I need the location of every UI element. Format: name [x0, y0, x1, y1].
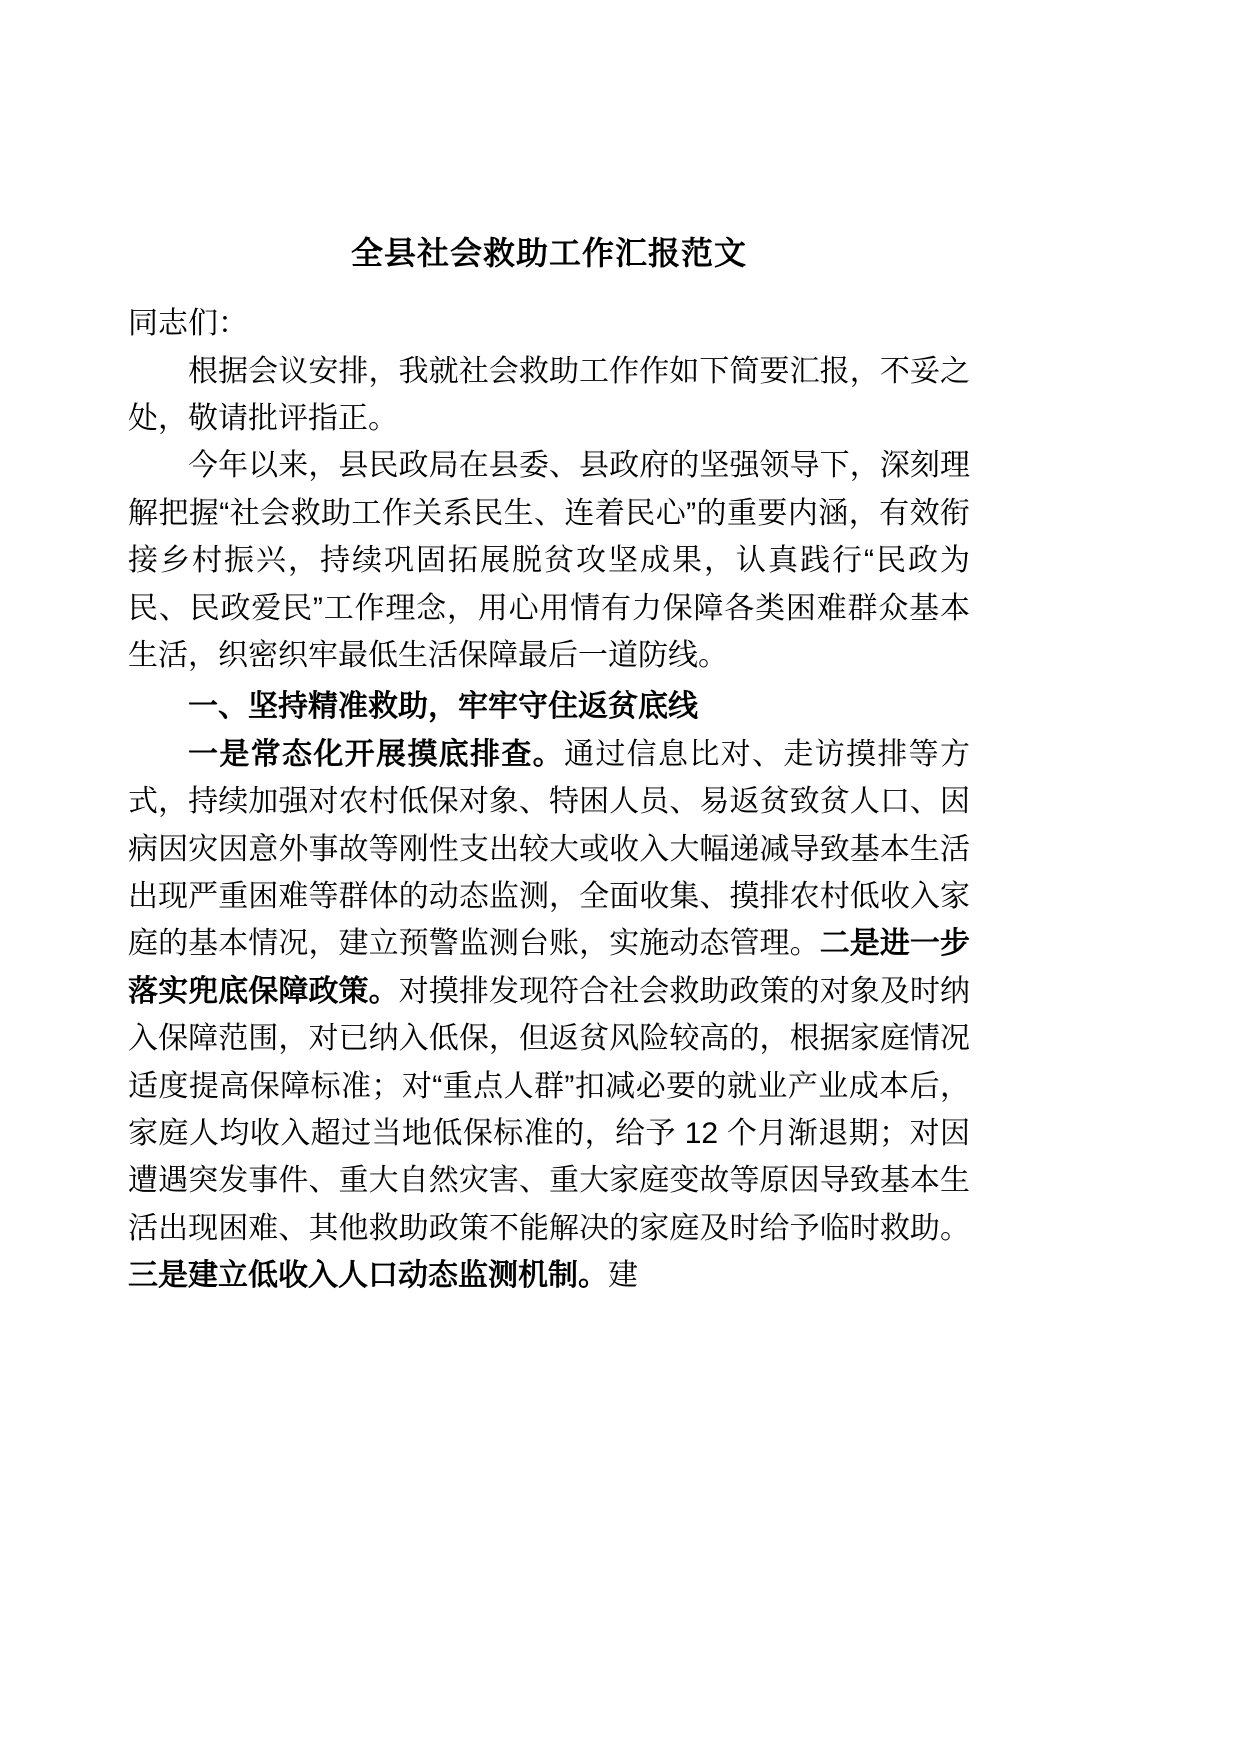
salutation: 同志们：	[128, 307, 248, 341]
paragraph-background: 今年以来，县民政局在县委、县政府的坚强领导下，深刻理解把握“社会救助工作关系民生、连着民心”的重要内涵，有效衔接乡村振兴，持续巩固拓展脱贫攻坚成果，认真践行“民政为民、民政爱民”工作理念，用心用情有力保障各类困难群众基本生活，织密织牢最低生活保障最后一道防线。	[128, 449, 970, 673]
section-body-paragraph	[128, 731, 970, 1300]
lead-in-three: 三是建立低收入人口动态监测机制。	[128, 1259, 608, 1293]
body-text-two: 对摸排发现符合社会救助政策的对象及时纳入保障范围，对已纳入低保，但返贫风险较高的，根据家庭情况适度提高保障标准；对“重点人群”扣减必要的就业产业成本后，家庭人均收入超过当地低保标准的，给予 12 个月渐退期；对因遭遇突发事件、重大自然灾害、重大家庭变故等原因导致基本生活出现困难、其他救助政策不能解决的家庭及时给予临时救助。	[128, 974, 971, 1245]
page-title: 全县社会救助工作汇报范文	[350, 235, 747, 271]
lead-in-two: 二是进一步落实兜底保障政策。	[128, 927, 970, 1008]
lead-in-one: 一是常态化开展摸底排查。	[188, 737, 564, 771]
paragraph-intro: 根据会议安排，我就社会救助工作作如下简要汇报，不妥之处，敬请批评指正。	[128, 354, 970, 436]
body-text-three: 建	[608, 1259, 638, 1293]
body-text-one: 通过信息比对、走访摸排等方式，持续加强对农村低保对象、特困人员、易返贫致贫人口、因病因灾因意外事故等刚性支出较大或收入大幅递减导致基本生活出现严重困难等群体的动态监测，全面收集、摸排农村低收入家庭的基本情况，建立预警监测台账，实施动态管理。	[128, 737, 970, 961]
section-heading-one: 一、坚持精准救助，牢牢守住返贫底线	[188, 690, 698, 724]
document-content	[128, 0, 970, 1300]
